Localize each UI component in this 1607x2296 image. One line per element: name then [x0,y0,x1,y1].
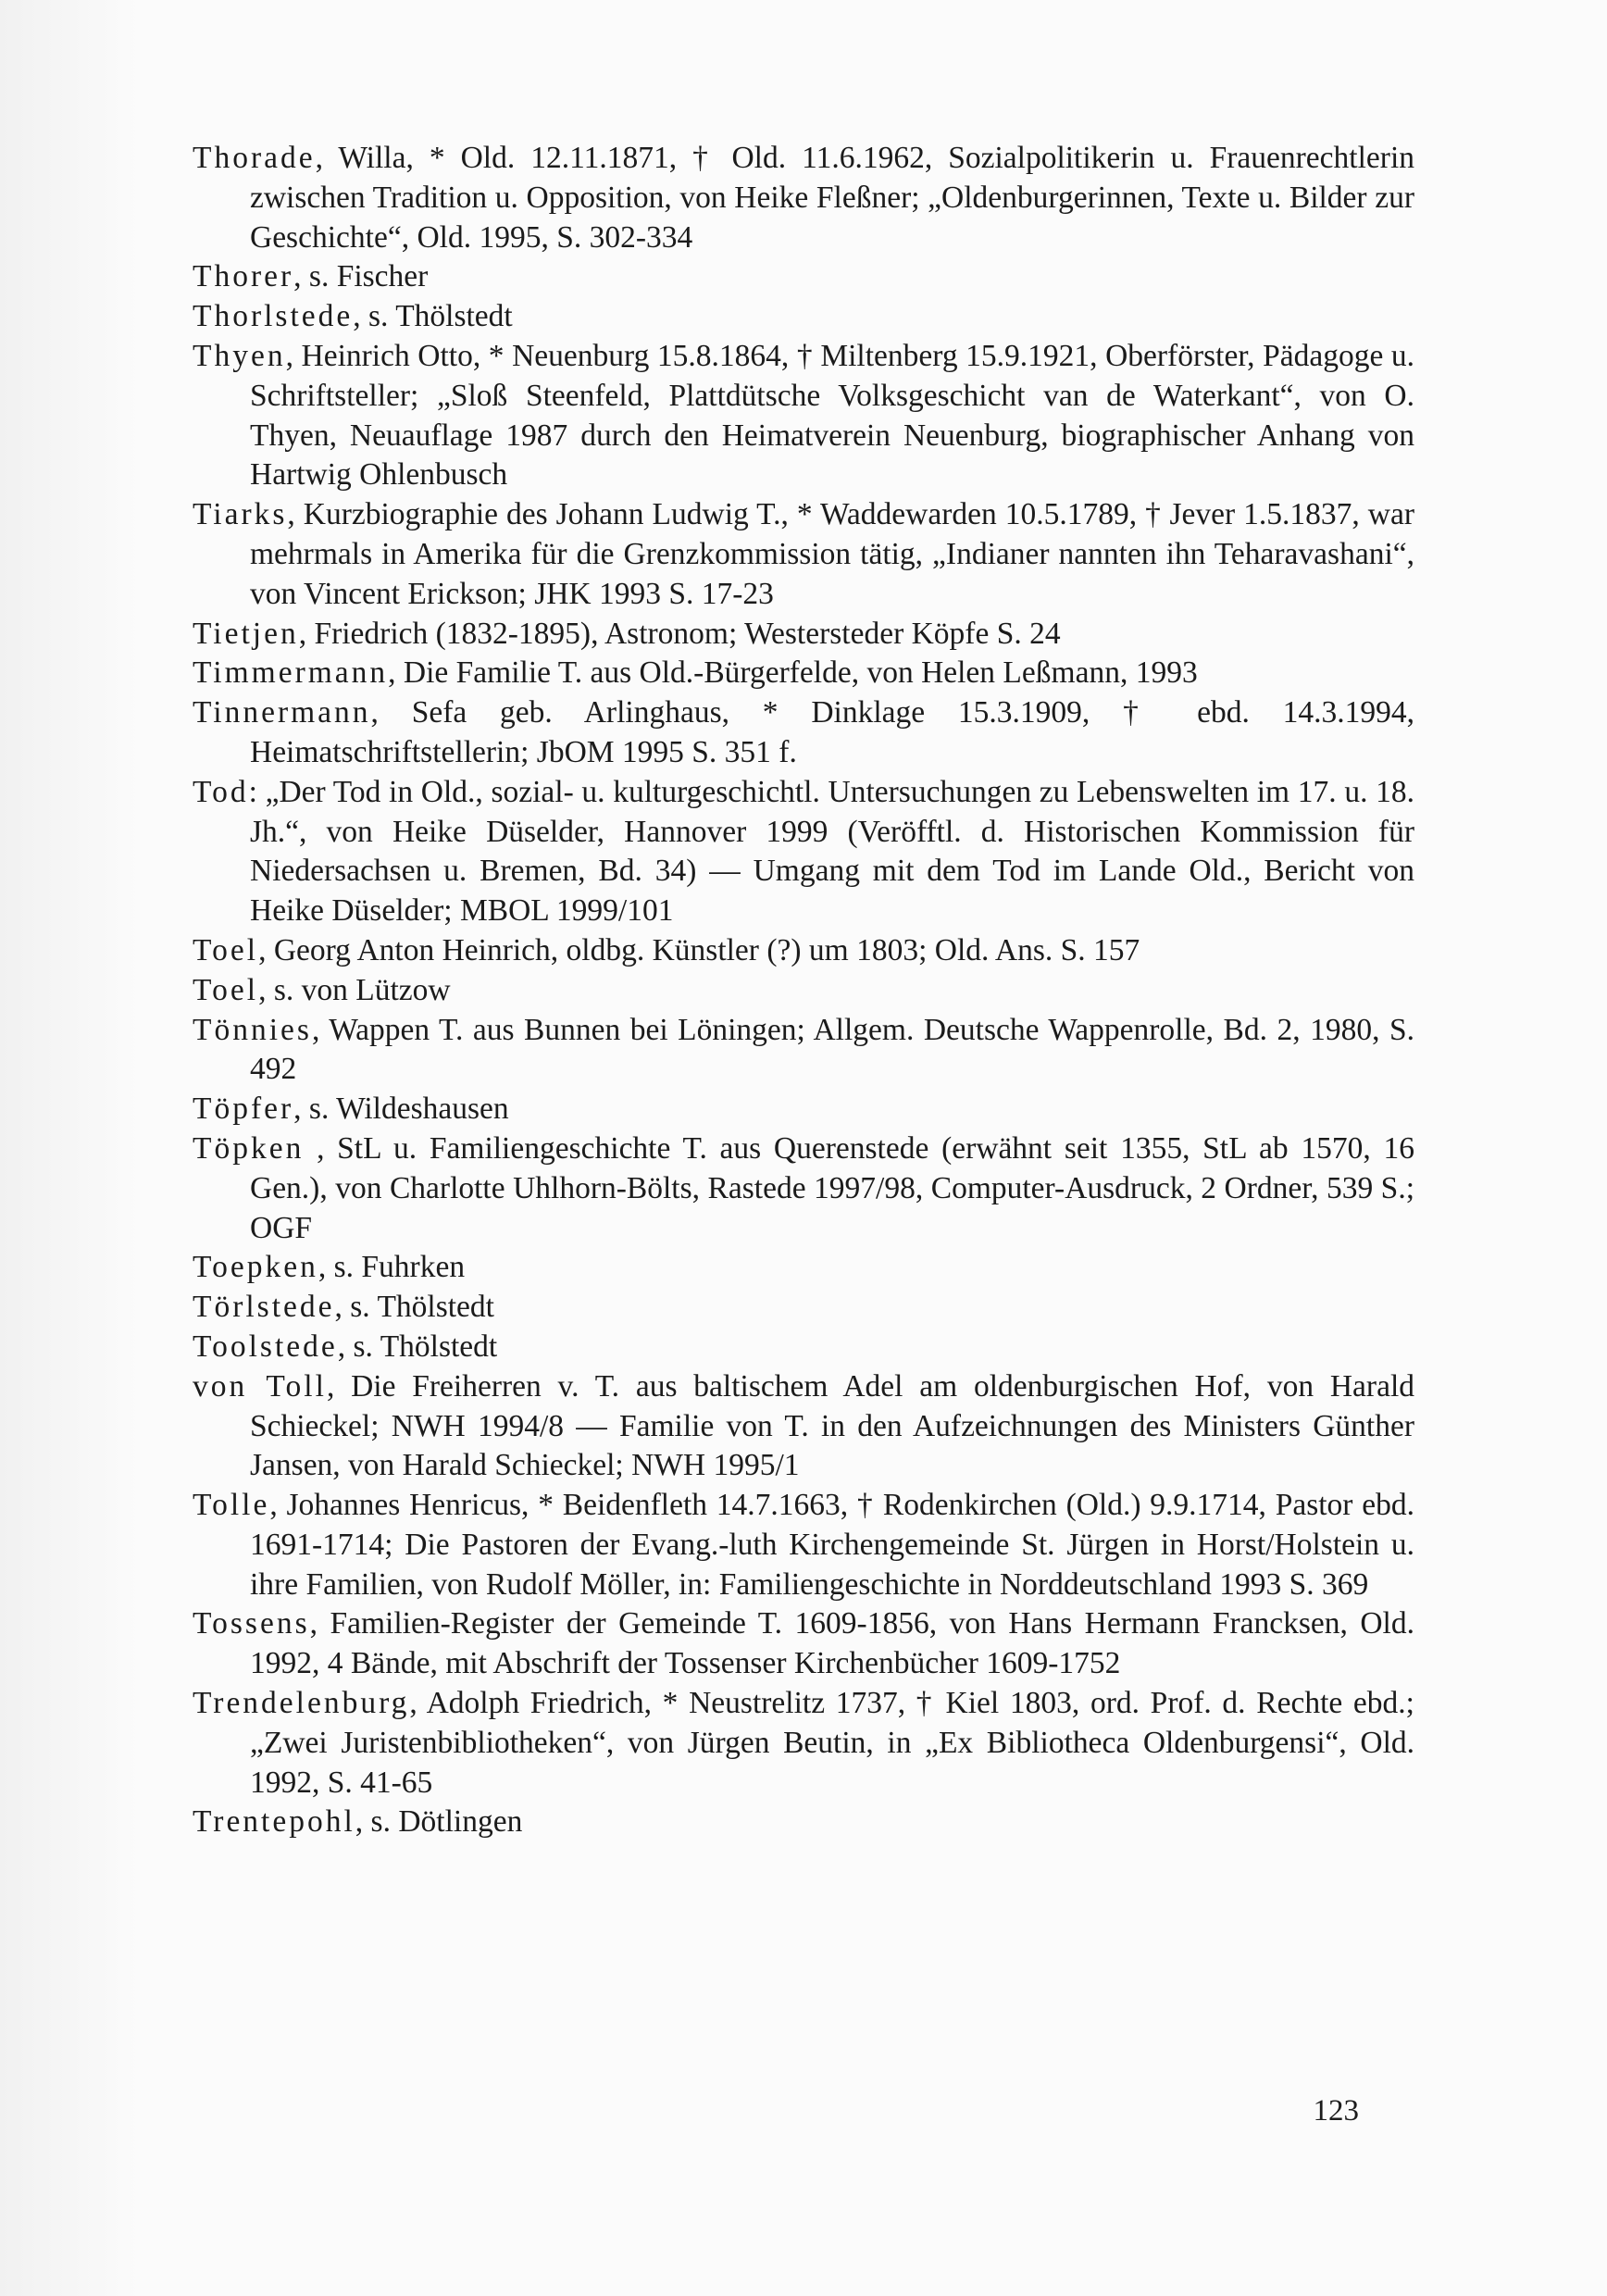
index-entry [193,1129,1414,1248]
entry-headword: Tönnies [193,1012,312,1047]
index-entry [193,931,1414,971]
entry-headword: Tod [193,774,249,809]
entry-headword: Tolle [193,1488,270,1523]
entry-text: , Georg Anton Heinrich, oldbg. Künstler (?) um 1803; Old. Ans. S. 157 [258,932,1140,967]
entry-text: , Heinrich Otto, * Neuenburg 15.8.1864, † Miltenberg 15.9.1921, Oberförster, Pädagoge u. Schriftsteller; „Sloß Steenfeld, Plattdütsche Volksgeschicht van de Waterkant“, von O. Thyen, Neuauflage 1987 durch den Heimatverein Neuenburg, biographischer Anhang von Hartwig Ohlenbusch [250,338,1414,493]
entry-headword: Thorer [193,259,294,294]
entry-text: , StL u. Familiengeschichte T. aus Querenstede (erwähnt seit 1355, StL ab 1570, 16 Gen.), von Charlotte Uhlhorn-Bölts, Rastede 1997/98, Computer-Ausdruck, 2 Ordner, 539 S.; OGF [250,1130,1414,1245]
entry-text: , s. Thölstedt [353,299,513,334]
entry-headword: Trendelenburg [193,1686,410,1721]
index-entry [193,257,1414,297]
index-entry [193,773,1414,931]
entry-headword: Tinnermann [193,695,371,730]
entry-text: , Friedrich (1832-1895), Astronom; Westersteder Köpfe S. 24 [298,616,1061,651]
entry-headword: Töpfer [193,1092,294,1127]
entry-text: , Adolph Friedrich, * Neustrelitz 1737, † Kiel 1803, ord. Prof. d. Rechte ebd.; „Zwei Juristenbibliotheken“, von Jürgen Beutin, in „Ex Bibliotheca Oldenburgensi“, Old. 1992, S. 41-65 [250,1686,1414,1800]
entry-headword: Törlstede [193,1290,335,1325]
index-entries [193,139,1414,1842]
entry-text: , Wappen T. aus Bunnen bei Löningen; Allgem. Deutsche Wappenrolle, Bd. 2, 1980, S. 492 [250,1012,1414,1087]
entry-headword: Tietjen [193,616,299,651]
entry-text: , s. Fuhrken [318,1250,466,1285]
entry-headword: Toepken [193,1250,318,1285]
page-number: 123 [1313,2094,1359,2128]
entry-text: , Johannes Henricus, * Beidenfleth 14.7.1663, † Rodenkirchen (Old.) 9.9.1714, Pastor ebd. 1691-1714; Die Pastoren der Evang.-luth Kirchengemeinde St. Jürgen in Horst/Holstein u. ihre Familien, von Rudolf Möller, in: Familiengeschichte in Norddeutschland 1993 S. 369 [250,1488,1414,1602]
index-entry [193,337,1414,495]
entry-headword: Tossens [193,1606,310,1641]
entry-headword: Toel [193,972,259,1007]
index-entry [193,654,1414,693]
scan-shadow [0,0,139,2296]
entry-text: , s. Fischer [293,259,429,294]
index-entry [193,693,1414,773]
entry-headword: Thorlstede [193,299,354,334]
index-entry [193,1288,1414,1328]
entry-headword: Tiarks [193,497,288,532]
entry-headword: Toel [193,932,259,967]
entry-headword: Töpken [193,1130,305,1166]
entry-headword: Trentepohl [193,1804,355,1840]
entry-text: , s. Thölstedt [337,1329,498,1364]
index-entry [193,1090,1414,1129]
entry-text: , s. Thölstedt [334,1290,494,1325]
index-entry [193,1486,1414,1604]
index-entry [193,971,1414,1011]
entry-headword: Toolstede [193,1329,338,1364]
index-entry [193,139,1414,257]
entry-text: , Willa, * Old. 12.11.1871, † Old. 11.6.1962, Sozialpolitikerin u. Frauenrechtlerin zwischen Tradition u. Opposition, von Heike Fleßner; „Oldenburgerinnen, Texte u. Bilder zur Geschichte“, Old. 1995, S. 302-334 [250,141,1414,255]
entry-text: , s. Wildeshausen [293,1092,509,1127]
index-entry [193,1803,1414,1842]
index-entry [193,495,1414,614]
index-entry [193,615,1414,655]
entry-headword: Thyen [193,338,286,373]
index-entry [193,297,1414,337]
entry-text: , Die Freiherren v. T. aus baltischem Adel am oldenburgischen Hof, von Harald Schieckel; NWH 1994/8 — Familie von T. in den Aufzeichnungen des Ministers Günther Jansen, von Harald Schieckel; NWH 1995/1 [250,1368,1415,1483]
index-entry [193,1684,1414,1803]
index-entry [193,1248,1414,1288]
index-entry [193,1328,1414,1367]
entry-text: , Die Familie T. aus Old.-Bürgerfelde, von Helen Leßmann, 1993 [388,655,1198,691]
entry-text: , s. von Lützow [258,972,451,1007]
entry-text: , Kurzbiographie des Johann Ludwig T., * Waddewarden 10.5.1789, † Jever 1.5.1837, war mehrmals in Amerika für die Grenzkommission tätig, „Indianer nannten ihn Teharavashani“, von Vincent Erickson; JHK 1993 S. 17-23 [250,497,1414,611]
entry-text: , Sefa geb. Arlinghaus, * Dinklage 15.3.1909, † ebd. 14.3.1994, Heimatschriftstellerin; JbOM 1995 S. 351 f. [250,695,1414,769]
entry-text: , s. Dötlingen [355,1804,523,1840]
entry-text: : „Der Tod in Old., sozial- u. kulturgeschichtl. Untersuchungen zu Lebenswelten im 17. u. 18. Jh.“, von Heike Düselder, Hannover 1999 (Veröfftl. d. Historischen Kommission für Niedersachsen u. Bremen, Bd. 34) — Umgang mit dem Tod im Lande Old., Bericht von Heike Düselder; MBOL 1999/101 [248,774,1414,929]
entry-headword: Timmermann [193,655,389,691]
index-entry [193,1011,1414,1091]
entry-text: , Familien-Register der Gemeinde T. 1609-1856, von Hans Hermann Francksen, Old. 1992, 4 Bände, mit Abschrift der Tossenser Kirchenbücher 1609-1752 [250,1606,1414,1681]
entry-headword: von Toll [193,1368,327,1404]
index-entry [193,1367,1414,1486]
index-entry [193,1604,1414,1684]
entry-headword: Thorade [193,141,316,175]
